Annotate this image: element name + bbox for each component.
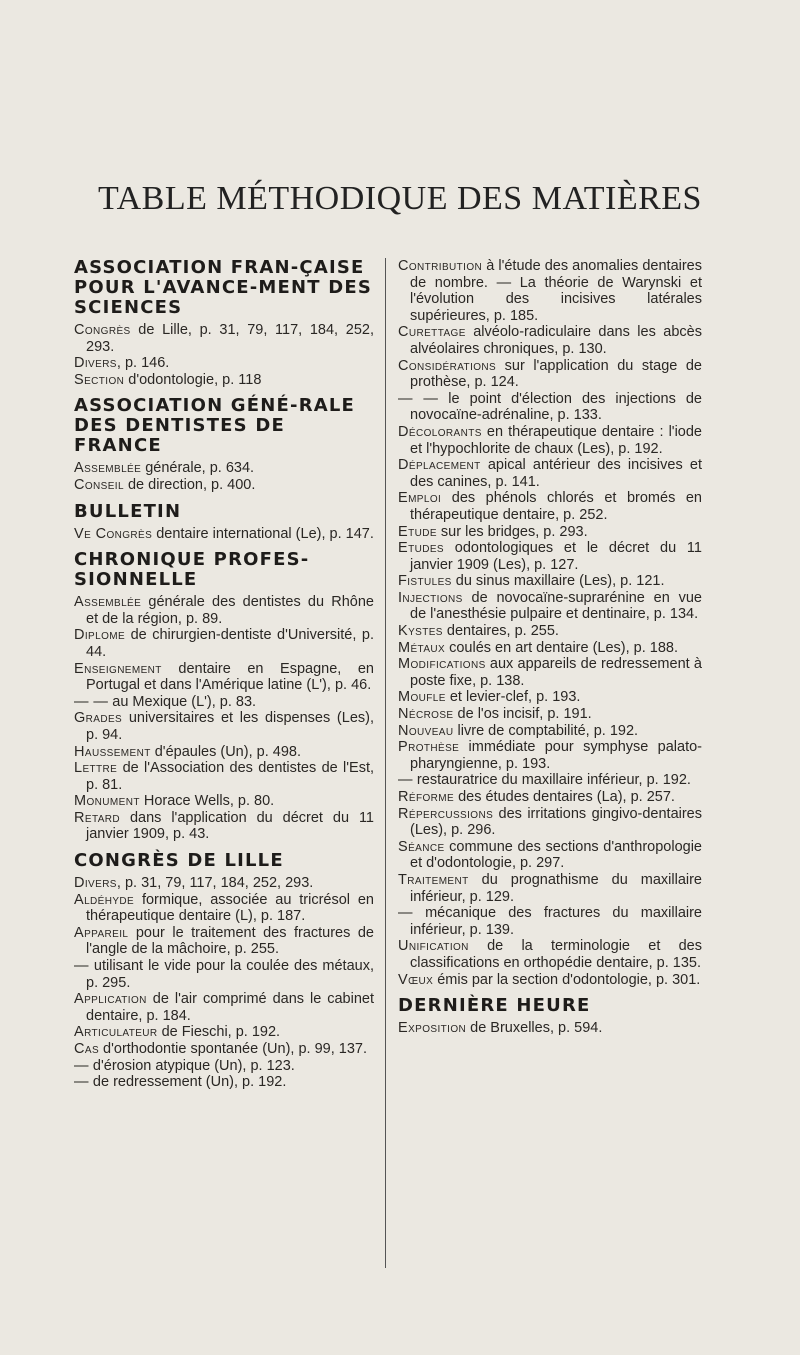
index-entry <box>398 789 702 806</box>
entry-text: , p. 146. <box>116 355 170 372</box>
entry-text: à l'étude des anomalies dentaires de nombre. — La théorie de Warynski et l'évolution des incisives latérales supérieures, p. 185. <box>410 258 702 324</box>
index-entry <box>74 760 374 793</box>
entry-keyword: Ve Congrès <box>74 525 153 542</box>
index-entry <box>74 1041 374 1058</box>
index-entry <box>74 694 374 711</box>
index-entry <box>398 739 702 772</box>
index-entry <box>74 925 374 958</box>
entry-keyword: Assemblée <box>74 594 142 611</box>
entry-text: pour le traitement des fractures de l'angle de la mâchoire, p. 255. <box>86 924 374 958</box>
index-entry <box>74 322 374 355</box>
section-heading: CHRONIQUE PROFES-SIONNELLE <box>74 549 310 591</box>
index-entry <box>74 744 374 761</box>
entry-text: au Mexique (L'), p. 83. <box>108 693 257 710</box>
index-entry <box>74 958 374 991</box>
entry-text: de Lille, p. 31, 79, 117, 184, 252, 293. <box>86 322 374 355</box>
entry-keyword: Séance <box>398 838 445 855</box>
entry-text: de Fieschi, p. 192. <box>157 1024 281 1041</box>
entry-text: , p. 31, 79, 117, 184, 252, 293. <box>116 875 314 892</box>
section-heading: BULLETIN <box>74 500 182 522</box>
entry-text: universitaires et les dispenses (Les), p. 94. <box>86 710 374 743</box>
entry-text: de novocaïne-suprarénine en vue de l'anesthésie pulpaire et dentinaire, p. 134. <box>410 589 702 623</box>
index-entry <box>74 991 374 1024</box>
index-entry <box>398 590 702 623</box>
entry-keyword: Curettage <box>398 324 466 341</box>
index-entry <box>74 661 374 694</box>
entry-keyword: Kystes <box>398 623 443 640</box>
entry-keyword: Emploi <box>398 490 442 507</box>
entry-text: restauratrice du maxillaire inférieur, p. 192. <box>412 772 691 789</box>
entry-text: mécanique des fractures du maxillaire inférieur, p. 139. <box>410 905 702 938</box>
entry-text: sur l'application du stage de prothèse, p. 124. <box>410 357 702 391</box>
entry-keyword: Haussement <box>74 743 151 760</box>
index-entry <box>398 706 702 723</box>
entry-text: livre de comptabilité, p. 192. <box>453 722 639 739</box>
entry-text: du sinus maxillaire (Les), p. 121. <box>451 573 665 590</box>
entry-keyword: Retard <box>74 809 121 826</box>
entry-text: utilisant le vide pour la coulée des métaux, p. 295. <box>86 958 374 991</box>
index-entry <box>398 457 702 490</box>
entry-keyword: Unification <box>398 938 469 955</box>
index-entry <box>398 573 702 590</box>
entry-keyword: Moufle <box>398 689 446 706</box>
entry-keyword: Conseil <box>74 476 124 493</box>
entry-keyword: Nécrose <box>398 706 454 723</box>
entry-keyword: — <box>74 1074 89 1091</box>
entry-text: de l'os incisif, p. 191. <box>453 706 592 723</box>
index-entry <box>398 490 702 523</box>
entry-text: des irritations gingivo-dentaires (Les), p. 296. <box>410 805 702 839</box>
entry-keyword: Fistules <box>398 573 452 590</box>
index-entry <box>74 460 374 477</box>
entry-keyword: — <box>398 772 413 789</box>
entry-keyword: Aldéhyde <box>74 891 135 908</box>
index-entry <box>74 1024 374 1041</box>
entry-keyword: Considérations <box>398 357 497 374</box>
index-entry <box>398 524 702 541</box>
entry-keyword: Lettre <box>74 760 118 777</box>
section-heading: CONGRÈS DE LILLE <box>74 850 284 872</box>
entry-keyword: Appareil <box>74 924 129 941</box>
entry-text: commune des sections d'anthropologie et d'odontologie, p. 297. <box>410 838 702 872</box>
entry-keyword: Diplome <box>74 627 126 644</box>
entry-keyword: Injections <box>398 589 463 606</box>
entry-keyword: Congrès <box>74 322 131 338</box>
entry-keyword: Etude <box>398 523 437 540</box>
entry-text: dentaire international (Le), p. 147. <box>152 525 374 542</box>
entry-text: de l'Association des dentistes de l'Est, p. 81. <box>86 760 374 793</box>
index-entry <box>74 1058 374 1075</box>
entry-text: générale, p. 634. <box>141 460 255 477</box>
entry-keyword: — — <box>398 390 439 407</box>
entry-keyword: Grades <box>74 710 123 727</box>
entry-text: dentaire en Espagne, en Portugal et dans l'Amérique latine (L'), p. 46. <box>86 660 374 694</box>
index-entry <box>74 355 374 372</box>
index-entry <box>398 872 702 905</box>
index-entry <box>398 905 702 938</box>
index-entry <box>398 723 702 740</box>
left-column <box>74 258 374 1091</box>
entry-keyword: Prothèse <box>398 739 460 756</box>
entry-keyword: Traitement <box>398 871 469 888</box>
entry-text: dentaires, p. 255. <box>442 623 559 640</box>
entry-text: coulés en art dentaire (Les), p. 188. <box>445 639 679 656</box>
entry-text: aux appareils de redressement à poste fixe, p. 138. <box>410 656 702 689</box>
index-entry <box>74 892 374 925</box>
entry-text: d'orthodontie spontanée (Un), p. 99, 137. <box>99 1041 367 1057</box>
entry-keyword: Divers <box>74 875 117 892</box>
entry-text: Horace Wells, p. 80. <box>139 793 275 810</box>
index-entry <box>398 689 702 706</box>
index-entry <box>74 526 374 543</box>
index-entry <box>398 640 702 657</box>
index-entry <box>398 540 702 573</box>
entry-text: de redressement (Un), p. 192. <box>88 1074 287 1091</box>
entry-keyword: Cas <box>74 1041 100 1057</box>
right-column <box>398 258 702 1037</box>
index-entry <box>74 594 374 627</box>
entry-keyword: Articulateur <box>74 1024 158 1041</box>
index-entry <box>74 810 374 843</box>
entry-keyword: Répercussions <box>398 805 494 822</box>
entry-text: et levier-clef, p. 193. <box>445 689 581 706</box>
entry-text: immédiate pour symphyse palato-pharyngienne, p. 193. <box>410 739 702 772</box>
index-entry <box>398 258 702 324</box>
entry-text: odontologiques et le décret du 11 janvier 1909 (Les), p. 127. <box>410 540 702 573</box>
entry-keyword: Vœux <box>398 971 434 988</box>
entry-text: de chirurgien-dentiste d'Université, p. 44. <box>86 627 374 660</box>
entry-text: apical antérieur des incisives et des canines, p. 141. <box>410 457 702 490</box>
index-entry <box>74 477 374 494</box>
index-entry <box>398 806 702 839</box>
entry-keyword: — <box>74 958 89 975</box>
entry-keyword: Réforme <box>398 789 455 805</box>
index-entry <box>398 358 702 391</box>
entry-keyword: Monument <box>74 793 140 810</box>
entry-keyword: Nouveau <box>398 722 454 739</box>
section-heading: ASSOCIATION GÉNÉ-RALE DES DENTISTES DE FRANCE <box>74 395 356 457</box>
entry-text: dans l'application du décret du 11 janvier 1909, p. 43. <box>86 809 374 843</box>
section-heading: DERNIÈRE HEURE <box>398 995 591 1017</box>
index-entry <box>74 875 374 892</box>
entry-text: sur les bridges, p. 293. <box>436 523 588 540</box>
index-entry <box>398 623 702 640</box>
entry-text: des études dentaires (La), p. 257. <box>454 789 675 805</box>
entry-text: émis par la section d'odontologie, p. 301. <box>433 971 701 988</box>
entry-text: d'épaules (Un), p. 498. <box>150 743 301 760</box>
entry-keyword: Métaux <box>398 639 446 656</box>
entry-keyword: Décolorants <box>398 423 482 440</box>
index-entry <box>398 656 702 689</box>
index-entry <box>74 710 374 743</box>
index-entry <box>398 938 702 971</box>
entry-keyword: Modifications <box>398 656 486 673</box>
entry-text: du prognathisme du maxillaire inférieur, p. 129. <box>410 871 702 905</box>
entry-keyword: Contribution <box>398 258 483 274</box>
entry-keyword: Divers <box>74 355 117 372</box>
entry-keyword: Section <box>74 371 125 388</box>
entry-keyword: Etudes <box>398 540 444 557</box>
index-entry <box>398 1020 702 1037</box>
index-entry <box>74 793 374 810</box>
entry-keyword: Assemblée <box>74 460 142 477</box>
page-title: TABLE MÉTHODIQUE DES MATIÈRES <box>98 180 702 217</box>
entry-keyword: — <box>398 905 413 922</box>
column-divider <box>385 258 386 1268</box>
index-entry <box>74 1074 374 1091</box>
entry-keyword: — <box>74 1057 89 1074</box>
entry-keyword: Application <box>74 991 147 1008</box>
index-entry <box>74 372 374 389</box>
entry-text: de la terminologie et des classifications en orthopédie dentaire, p. 135. <box>410 938 702 971</box>
index-entry <box>398 972 702 989</box>
entry-text: des phénols chlorés et bromés en thérapeutique dentaire, p. 252. <box>410 490 702 523</box>
entry-text: le point d'élection des injections de novocaïne-adrénaline, p. 133. <box>410 390 702 424</box>
index-entry <box>74 627 374 660</box>
entry-keyword: Déplacement <box>398 457 481 474</box>
index-entry <box>398 839 702 872</box>
entry-text: générale des dentistes du Rhône et de la région, p. 89. <box>86 594 374 627</box>
entry-text: de Bruxelles, p. 594. <box>466 1020 603 1037</box>
entry-text: en thérapeutique dentaire : l'iode et l'hypochlorite de chaux (Les), p. 192. <box>410 423 702 457</box>
entry-keyword: Enseignement <box>74 660 162 677</box>
index-entry <box>398 324 702 357</box>
entry-keyword: Exposition <box>398 1020 467 1037</box>
section-heading: ASSOCIATION FRAN-ÇAISE POUR L'AVANCE-MENT DES SCIENCES <box>74 257 373 318</box>
index-entry <box>398 424 702 457</box>
entry-text: d'odontologie, p. 118 <box>124 371 262 388</box>
entry-text: d'érosion atypique (Un), p. 123. <box>88 1057 295 1074</box>
index-entry <box>398 772 702 789</box>
entry-text: de direction, p. 400. <box>123 476 256 493</box>
index-entry <box>398 391 702 424</box>
entry-text: alvéolo-radiculaire dans les abcès alvéolaires chroniques, p. 130. <box>410 324 702 357</box>
entry-text: formique, associée au tricrésol en thérapeutique dentaire (L), p. 187. <box>86 891 374 925</box>
entry-keyword: — — <box>74 693 109 710</box>
entry-text: de l'air comprimé dans le cabinet dentaire, p. 184. <box>86 991 374 1024</box>
